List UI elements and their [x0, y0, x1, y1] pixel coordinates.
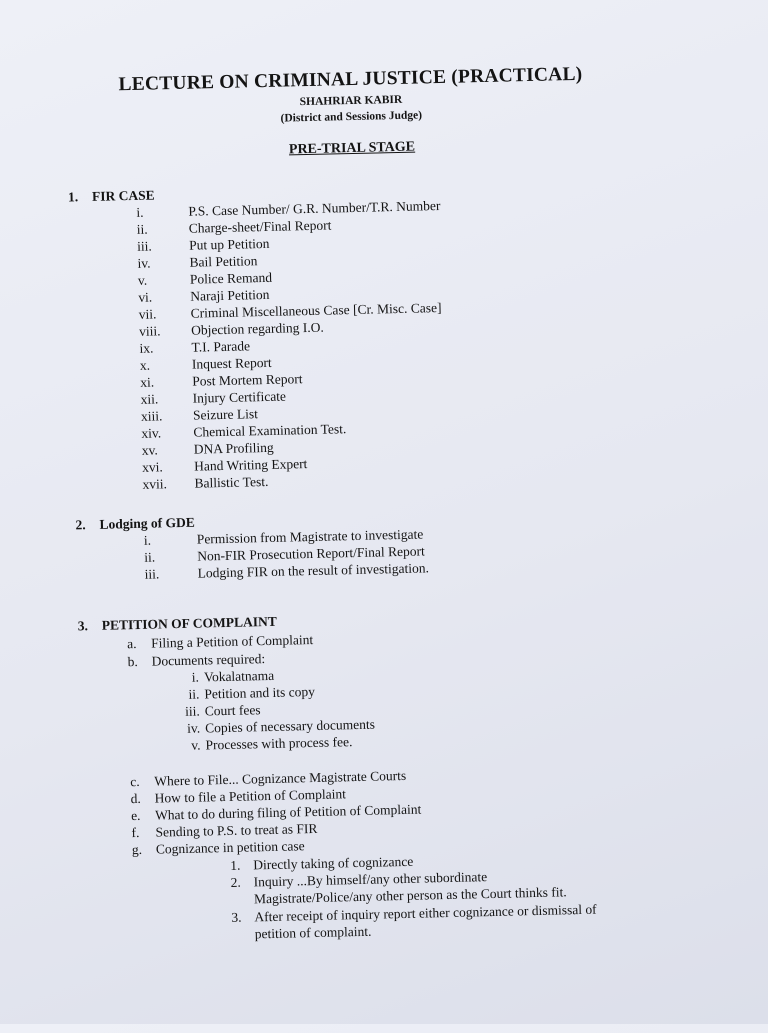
item-text: Criminal Miscellaneous Case [Cr. Misc. Case] — [191, 299, 442, 322]
section-title: PETITION OF COMPLAINT — [102, 614, 277, 633]
section-2-heading — [75, 515, 195, 534]
section-number: 3. — [78, 618, 102, 635]
item-marker: 1. — [230, 857, 241, 874]
item-text: Ballistic Test. — [194, 473, 268, 492]
item-marker: 2. — [230, 874, 241, 891]
item-marker: i. — [136, 204, 144, 221]
item-text: Naraji Petition — [190, 286, 269, 305]
item-marker: xi. — [140, 374, 154, 391]
item-marker: b. — [127, 653, 138, 670]
item-marker: ii. — [144, 549, 155, 566]
author-role: (District and Sessions Judge) — [91, 105, 611, 129]
item-marker: d. — [131, 790, 142, 807]
item-text: Police Remand — [190, 269, 272, 288]
section-1-heading — [68, 187, 155, 205]
item-text: Vokalatnama — [204, 667, 275, 686]
item-marker: a. — [127, 635, 137, 652]
item-marker: f. — [131, 824, 139, 841]
item-marker: iii. — [144, 565, 159, 582]
item-text: Documents required: — [151, 650, 265, 670]
item-marker: ii. — [177, 686, 199, 703]
item-marker: v. — [138, 272, 148, 289]
item-text: How to file a Petition of Complaint — [155, 785, 347, 806]
item-marker: ii. — [137, 221, 148, 238]
item-text: Inquiry ...By himself/any other subordinate — [253, 868, 487, 890]
item-text: What to do during filing of Petition of Complaint — [155, 801, 422, 824]
item-text: Sending to P.S. to treat as FIR — [155, 820, 317, 841]
item-text: Charge-sheet/Final Report — [189, 216, 332, 236]
item-marker: vii. — [139, 305, 157, 322]
item-text: Permission from Magistrate to investigate — [197, 525, 424, 547]
item-text: Petition and its copy — [204, 683, 315, 703]
document-title: LECTURE ON CRIMINAL JUSTICE (PRACTICAL) — [90, 63, 610, 97]
item-marker: 3. — [231, 909, 242, 926]
item-marker: viii. — [139, 322, 161, 339]
section-title: FIR CASE — [92, 187, 155, 203]
item-text: Post Mortem Report — [192, 370, 303, 389]
item-text: T.I. Parade — [191, 337, 250, 355]
item-text: Filing a Petition of Complaint — [151, 631, 313, 652]
item-marker: i. — [144, 532, 152, 549]
item-marker: iii. — [178, 703, 200, 720]
item-text: Copies of necessary documents — [205, 716, 375, 737]
item-text: After receipt of inquiry report either cognizance or dismissal of — [254, 901, 597, 926]
section-number: 2. — [75, 517, 99, 534]
item-text: Bail Petition — [189, 252, 257, 271]
item-marker: v. — [178, 737, 200, 754]
item-text: Non-FIR Prosecution Report/Final Report — [197, 542, 425, 564]
item-marker: xiv. — [141, 424, 161, 441]
section-number: 1. — [68, 189, 92, 206]
item-marker: iii. — [137, 238, 152, 255]
item-marker: vi. — [138, 289, 152, 306]
item-marker: i. — [177, 669, 199, 686]
item-text: Put up Petition — [189, 235, 270, 254]
item-text: petition of complaint. — [255, 923, 372, 943]
section-title: Lodging of GDE — [99, 515, 195, 532]
item-text: Injury Certificate — [192, 388, 286, 407]
item-text: Hand Writing Expert — [194, 455, 308, 475]
item-marker: ix. — [139, 340, 153, 357]
item-text: Magistrate/Police/any other person as the Court thinks fit. — [254, 883, 567, 907]
item-text: Chemical Examination Test. — [193, 420, 346, 440]
item-marker: e. — [131, 807, 141, 824]
item-text: Processes with process fee. — [205, 733, 352, 753]
item-text: Lodging FIR on the result of investigation. — [197, 559, 429, 581]
item-text: Court fees — [205, 701, 261, 719]
item-text: P.S. Case Number/ G.R. Number/T.R. Number — [188, 197, 440, 220]
item-text: Cognizance in petition case — [156, 837, 305, 857]
item-marker: xv. — [142, 441, 158, 458]
item-text: Objection regarding I.O. — [191, 319, 324, 339]
item-marker: xii. — [140, 390, 158, 407]
item-text: Where to File... Cognizance Magistrate Courts — [154, 767, 406, 790]
item-text: Inquest Report — [192, 354, 272, 373]
item-text: Directly taking of cognizance — [253, 853, 413, 874]
item-marker: iv. — [178, 720, 200, 737]
item-marker: c. — [130, 773, 140, 790]
item-marker: x. — [140, 357, 151, 374]
section-3-heading — [78, 614, 277, 635]
item-text: Seizure List — [193, 405, 258, 423]
item-marker: xvi. — [142, 458, 163, 475]
item-marker: iv. — [137, 255, 150, 272]
item-marker: xvii. — [142, 475, 167, 493]
item-marker: g. — [132, 841, 143, 858]
stage-heading: PRE-TRIAL STAGE — [92, 135, 612, 163]
item-marker: xiii. — [141, 407, 163, 424]
author-name: SHAHRIAR KABIR — [91, 89, 611, 113]
item-text: DNA Profiling — [194, 439, 274, 458]
